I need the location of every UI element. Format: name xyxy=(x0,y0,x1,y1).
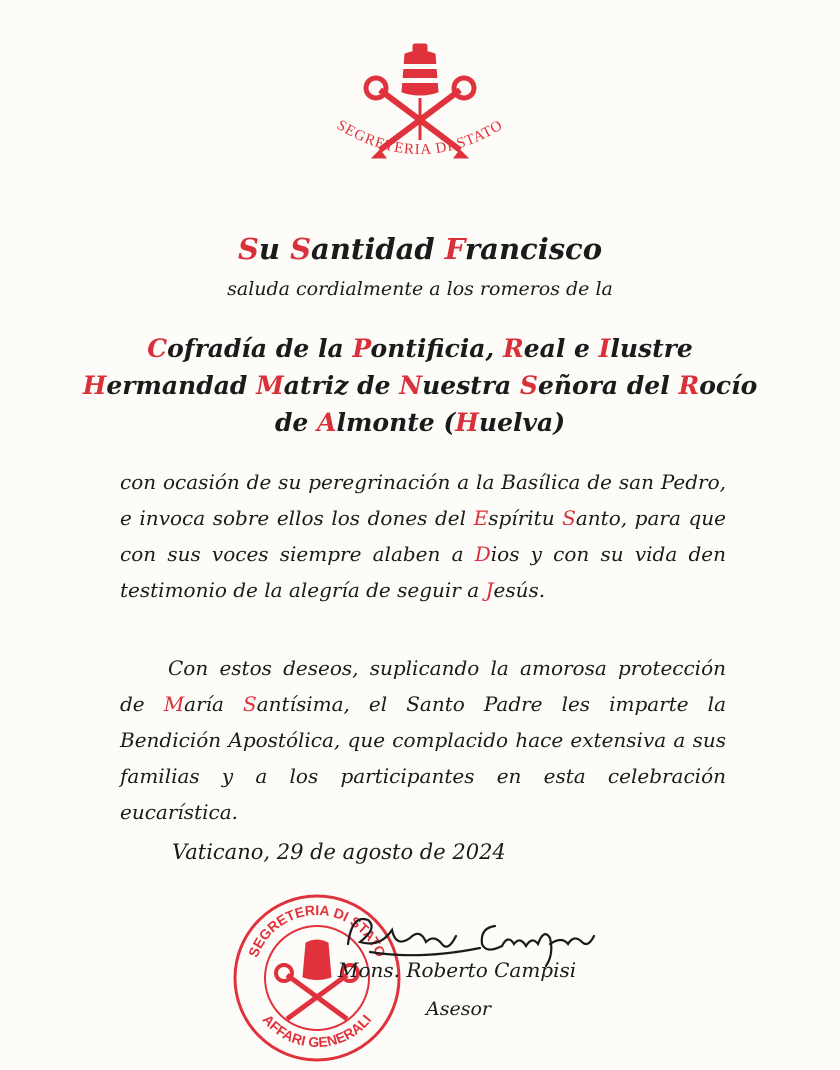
confraternity-word: de la xyxy=(275,334,344,363)
papal-crest-icon xyxy=(310,40,530,190)
capitalized-word: Santísima xyxy=(243,692,344,716)
confraternity-word: e xyxy=(574,334,590,363)
confraternity-word: del xyxy=(626,371,670,400)
salutation-word: Santidad xyxy=(290,232,435,266)
capitalized-word: María xyxy=(163,692,224,716)
seal-text-bottom: AFFARI GENERALI xyxy=(259,1011,375,1051)
confraternity-name xyxy=(0,330,840,441)
body-paragraph-1 xyxy=(120,464,726,608)
confraternity-word: Pontificia, xyxy=(352,334,495,363)
confraternity-word: de xyxy=(357,371,391,400)
letterhead-office: SEGRETERIA DI STATO xyxy=(333,117,507,159)
confraternity-word: de xyxy=(274,408,309,437)
confraternity-word: Rocío xyxy=(678,371,758,400)
confraternity-line-2 xyxy=(0,367,840,404)
confraternity-word: Cofradía xyxy=(147,334,268,363)
confraternity-word: Nuestra xyxy=(399,371,512,400)
confraternity-word: Hermandad xyxy=(82,371,248,400)
salutation-line-1 xyxy=(0,232,840,266)
signer-name: Mons. Roberto Campisi xyxy=(338,958,577,982)
paragraph-text: con ocasión de su peregrinación a la Basílica de san Pedro, e invoca sobre ellos los dones del xyxy=(120,470,726,530)
confraternity-word: Matriz xyxy=(256,371,349,400)
paragraph-text: , el Santo Padre les imparte la Bendición Apostólica, que complacido hace extensiva a sus familias y a los participantes en esta celebración eucarística. xyxy=(120,692,726,824)
capitalized-word: Espíritu xyxy=(473,506,555,530)
salutation-word: Su xyxy=(237,232,280,266)
body-paragraph-2 xyxy=(120,650,726,830)
capitalized-word: Jesús xyxy=(485,578,539,602)
signer-title: Asesor xyxy=(426,998,491,1020)
capitalized-word: Santo xyxy=(562,506,621,530)
paragraph-text: , para que con sus voces siempre alaben a xyxy=(120,506,726,566)
place-date: Vaticano, 29 de agosto de 2024 xyxy=(172,840,506,864)
confraternity-word: (Huelva) xyxy=(443,408,566,437)
capitalized-word: Dios xyxy=(474,542,520,566)
confraternity-word: Ilustre xyxy=(598,334,693,363)
salutation-word: Francisco xyxy=(444,232,603,266)
confraternity-word: Almonte xyxy=(317,408,435,437)
paragraph-text: Con estos deseos, suplicando la amorosa protección de xyxy=(120,656,726,716)
paragraph-text: y con su vida den testimonio de la alegría de seguir a xyxy=(120,542,726,602)
confraternity-word: Señora xyxy=(519,371,619,400)
paragraph-text: . xyxy=(538,578,546,602)
confraternity-word: Real xyxy=(502,334,566,363)
seal-text-top: SEGRETERIA DI STATO xyxy=(244,901,390,960)
salutation-line-2: saluda cordialmente a los romeros de la xyxy=(227,278,613,300)
confraternity-line-1 xyxy=(0,330,840,367)
paragraph-text xyxy=(224,692,243,716)
confraternity-line-3 xyxy=(0,404,840,441)
